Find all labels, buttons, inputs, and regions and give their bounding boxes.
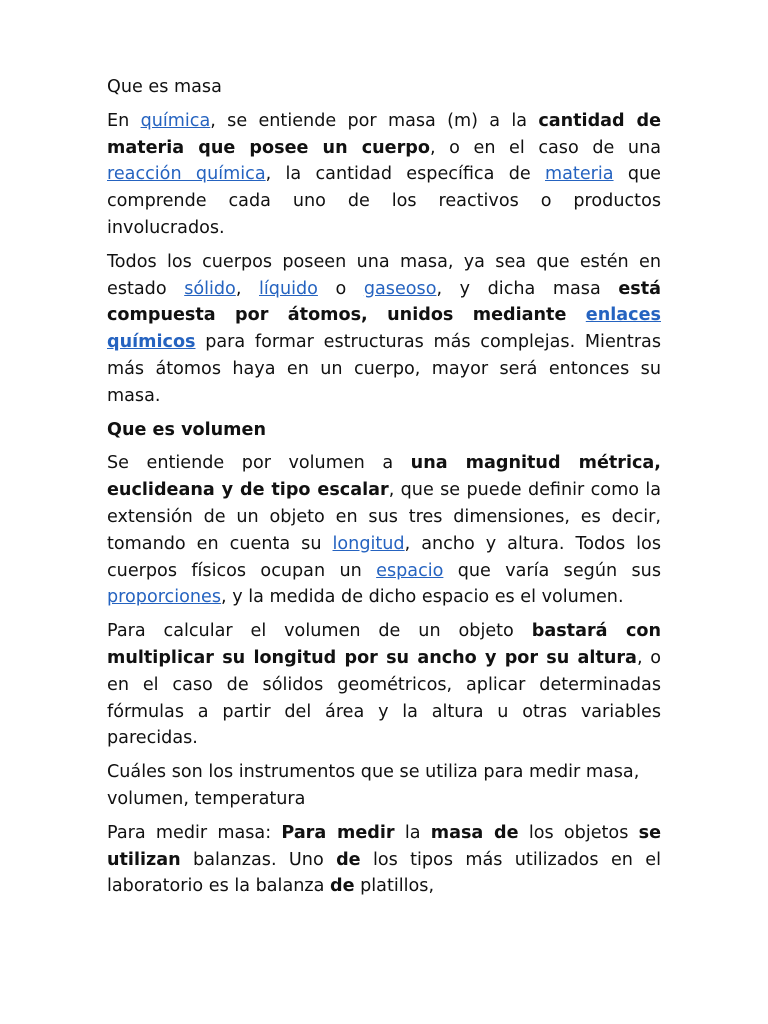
paragraph-calcular-volumen: Para calcular el volumen de un objeto bastará con multiplicar su longitud por su ancho y por su altura, o en el caso de sólidos geométricos, aplicar determinadas fórmulas a partir del área y la altura u otras variables parecidas. [107, 621, 662, 749]
heading-que-es-volumen: Que es volumen [107, 419, 266, 440]
paragraph-volumen-definition: Se entiende por volumen a una magnitud métrica, euclideana y de tipo escalar, que se puede definir como la extensión de un objeto en sus tres dimensiones, es decir, tomando en cuenta su longitud, ancho y altura. Todos los cuerpos físicos ocupan un espacio que varía según sus proporciones, y la medida de dicho espacio es el volumen. [107, 453, 661, 608]
bold-magnitud-metrica: una magnitud métrica, euclideana y de tipo escalar [107, 453, 661, 501]
link-espacio[interactable]: espacio [376, 560, 444, 581]
paragraph-medir-masa: Para medir masa: Para medir la masa de los objetos se utilizan balanzas. Uno de los tipos más utilizados en el laboratorio es la balanza de platillos, [107, 822, 662, 897]
link-reaccion-quimica[interactable]: reacción química [107, 164, 266, 185]
link-gaseoso[interactable]: gaseoso [363, 278, 437, 299]
link-solido[interactable]: sólido [184, 278, 236, 299]
link-quimica[interactable]: química [140, 110, 211, 131]
link-longitud[interactable]: longitud [332, 533, 405, 554]
link-liquido[interactable]: líquido [259, 278, 318, 299]
bold-multiplicar: bastará con multiplicar su longitud por su ancho y por su altura [107, 621, 661, 668]
heading-que-es-masa: Que es masa [107, 77, 222, 97]
link-materia[interactable]: materia [545, 164, 614, 185]
paragraph-instrumentos: Cuáles son los instrumentos que se utiliza para medir masa, volumen, temperatura [107, 762, 640, 809]
paragraph-masa-definition: En química, se entiende por masa (m) a la cantidad de materia que posee un cuerpo, o en el caso de una reacción química, la cantidad específica de materia que comprende cada uno de los reactivos o productos involucrados. [107, 110, 661, 238]
link-proporciones[interactable]: proporciones [107, 587, 222, 608]
bold-cantidad-de-materia: cantidad de materia que posee un cuerpo [107, 110, 661, 158]
link-enlaces-quimicos[interactable]: enlaces químicos [107, 305, 661, 353]
bold-compuesta-por-atomos: está compuesta por átomos, unidos mediante [107, 278, 662, 326]
paragraph-masa-cuerpos: Todos los cuerpos poseen una masa, ya sea que estén en estado sólido, líquido o gaseoso, y dicha masa está compuesta por átomos, unidos mediante enlaces químicos para formar estructuras más complejas. Mientras más átomos haya en un cuerpo, mayor será entonces su masa. [107, 251, 662, 406]
